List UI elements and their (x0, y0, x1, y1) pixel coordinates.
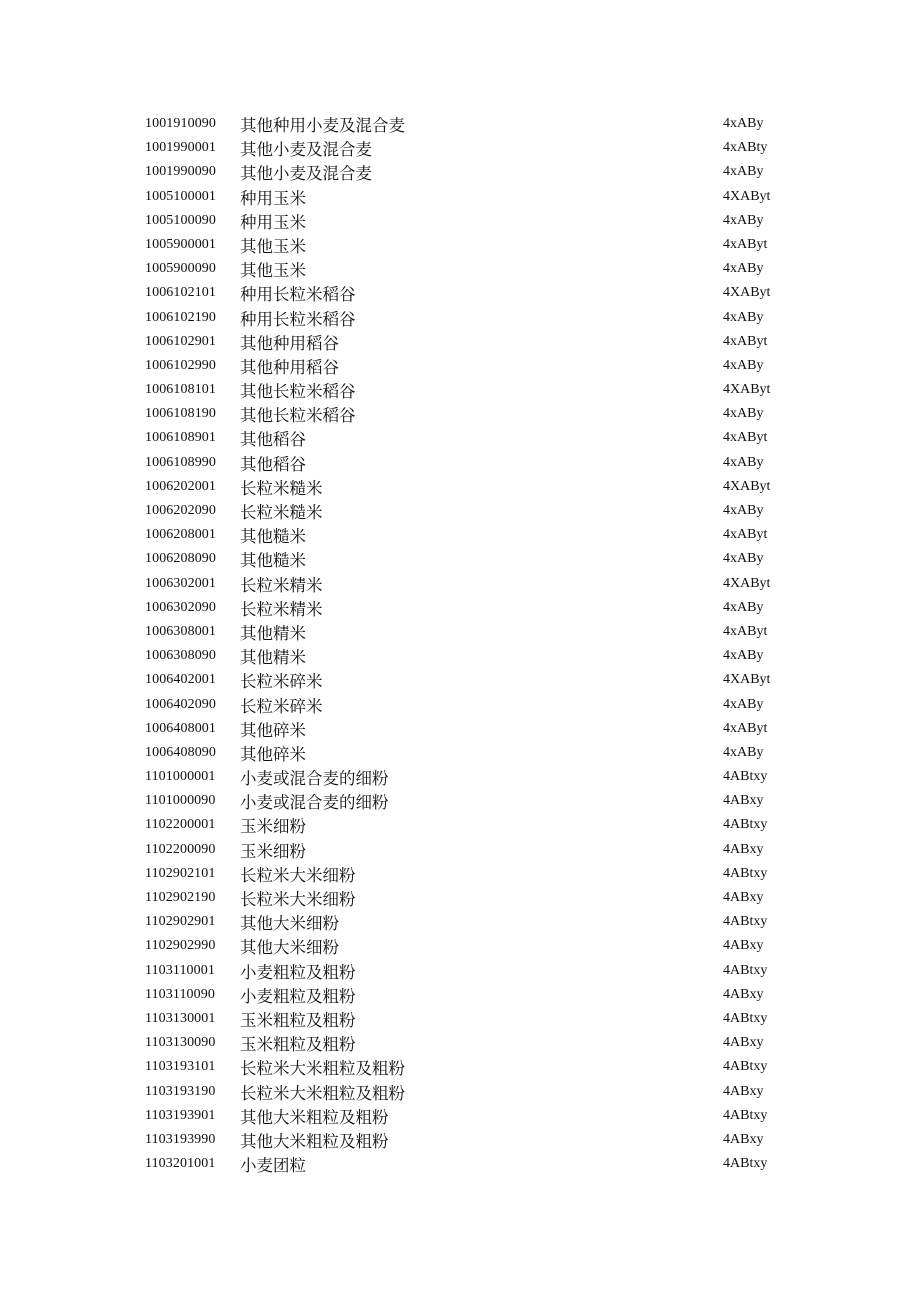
item-flag: 4xABy (723, 696, 764, 712)
item-description: 其他玉米 (240, 236, 306, 256)
list-item (0, 1007, 920, 1031)
item-description: 其他长粒米稻谷 (240, 382, 356, 402)
item-description: 其他长粒米稻谷 (240, 406, 356, 426)
list-item (0, 983, 920, 1007)
item-description: 小麦粗粒及粗粉 (240, 962, 356, 982)
item-flag: 4ABtxy (723, 962, 768, 978)
item-code: 1103193101 (145, 1059, 216, 1075)
item-description: 其他稻谷 (240, 454, 306, 474)
item-flag: 4xABty (723, 140, 768, 156)
item-flag: 4xABy (723, 406, 764, 422)
item-description: 其他精米 (240, 648, 306, 668)
item-description: 小麦团粒 (240, 1156, 306, 1176)
item-code: 1103110001 (145, 962, 215, 978)
list-item (0, 426, 920, 450)
list-item (0, 1080, 920, 1104)
list-item (0, 1152, 920, 1176)
item-flag: 4xABy (723, 212, 764, 228)
item-flag: 4xABy (723, 551, 764, 567)
item-flag: 4xABy (723, 309, 764, 325)
item-flag: 4ABxy (723, 793, 764, 809)
item-code: 1006102901 (145, 333, 216, 349)
item-code: 1006208001 (145, 527, 216, 543)
item-code: 1101000001 (145, 769, 216, 785)
item-flag: 4xABy (723, 454, 764, 470)
list-item (0, 523, 920, 547)
item-description: 长粒米碎米 (240, 672, 323, 692)
item-description: 小麦粗粒及粗粉 (240, 986, 356, 1006)
item-flag: 4XAByt (723, 188, 771, 204)
item-description: 其他种用稻谷 (240, 357, 339, 377)
item-flag: 4XAByt (723, 285, 771, 301)
item-code: 1006308001 (145, 623, 216, 639)
list-item (0, 136, 920, 160)
item-description: 种用玉米 (240, 212, 306, 232)
item-code: 1103130090 (145, 1035, 216, 1051)
list-item (0, 693, 920, 717)
item-code: 1005100090 (145, 212, 216, 228)
item-flag: 4ABtxy (723, 865, 768, 881)
item-code: 1006402001 (145, 672, 216, 688)
item-flag: 4xAByt (723, 623, 768, 639)
item-description: 长粒米大米粗粒及粗粉 (240, 1059, 405, 1079)
list-item (0, 765, 920, 789)
item-code: 1006302001 (145, 575, 216, 591)
item-code: 1001990001 (145, 140, 216, 156)
list-item (0, 1104, 920, 1128)
item-description: 长粒米精米 (240, 575, 323, 595)
item-flag: 4xAByt (723, 527, 768, 543)
list-item (0, 451, 920, 475)
item-flag: 4xAByt (723, 720, 768, 736)
item-flag: 4xAByt (723, 236, 768, 252)
item-code: 1006208090 (145, 551, 216, 567)
item-flag: 4xAByt (723, 430, 768, 446)
item-description: 其他小麦及混合麦 (240, 164, 372, 184)
list-item (0, 257, 920, 281)
item-flag: 4XAByt (723, 382, 771, 398)
list-item (0, 668, 920, 692)
list-item (0, 330, 920, 354)
list-item (0, 644, 920, 668)
list-item (0, 620, 920, 644)
item-description: 玉米细粉 (240, 817, 306, 837)
item-code: 1006302090 (145, 599, 216, 615)
list-item (0, 475, 920, 499)
list-item (0, 789, 920, 813)
item-flag: 4xABy (723, 357, 764, 373)
item-flag: 4xABy (723, 503, 764, 518)
list-item (0, 112, 920, 136)
item-flag: 4XAByt (723, 575, 771, 591)
item-description: 其他大米细粉 (240, 914, 339, 934)
list-item (0, 209, 920, 233)
item-description: 长粒米碎米 (240, 696, 323, 716)
item-code: 1006102101 (145, 285, 216, 301)
item-description: 小麦或混合麦的细粉 (240, 793, 389, 813)
item-flag: 4xABy (723, 164, 764, 180)
item-description: 其他大米粗粒及粗粉 (240, 1131, 389, 1151)
item-code: 1005900001 (145, 236, 216, 252)
item-description: 其他精米 (240, 623, 306, 643)
list-item (0, 281, 920, 305)
item-flag: 4ABtxy (723, 1059, 768, 1075)
item-flag: 4ABtxy (723, 1010, 768, 1026)
item-description: 长粒米大米细粉 (240, 865, 356, 885)
list-item (0, 886, 920, 910)
item-code: 1103193901 (145, 1107, 216, 1123)
item-code: 1102902990 (145, 938, 216, 954)
list-item (0, 378, 920, 402)
list-item (0, 596, 920, 620)
item-flag: 4xABy (723, 116, 764, 131)
list-item (0, 1031, 920, 1055)
item-flag: 4ABxy (723, 986, 764, 1002)
item-description: 玉米细粉 (240, 841, 306, 861)
list-item (0, 1128, 920, 1152)
item-flag: 4xAByt (723, 333, 768, 349)
item-code: 1101000090 (145, 793, 216, 809)
item-description: 玉米粗粒及粗粉 (240, 1035, 356, 1055)
item-code: 1006408090 (145, 744, 216, 760)
list-item (0, 306, 920, 330)
item-code: 1102200001 (145, 817, 216, 833)
item-flag: 4ABxy (723, 938, 764, 954)
item-code: 1103193990 (145, 1131, 216, 1147)
item-flag: 4ABtxy (723, 914, 768, 930)
item-flag: 4ABtxy (723, 1107, 768, 1123)
item-description: 长粒米大米粗粒及粗粉 (240, 1083, 405, 1103)
item-description: 其他小麦及混合麦 (240, 140, 372, 160)
item-description: 其他玉米 (240, 261, 306, 281)
item-flag: 4XAByt (723, 478, 771, 494)
item-code: 1006402090 (145, 696, 216, 712)
item-code: 1006308090 (145, 648, 216, 664)
item-code: 1102902901 (145, 914, 216, 930)
item-description: 其他种用稻谷 (240, 333, 339, 353)
list-item (0, 741, 920, 765)
item-code: 1006102990 (145, 357, 216, 373)
item-flag: 4ABtxy (723, 817, 768, 833)
list-item (0, 910, 920, 934)
tariff-code-list (0, 112, 920, 1176)
list-item (0, 185, 920, 209)
list-item (0, 233, 920, 257)
list-item (0, 547, 920, 571)
list-item (0, 813, 920, 837)
item-flag: 4ABxy (723, 841, 764, 857)
item-code: 1102902101 (145, 865, 216, 881)
item-code: 1006202001 (145, 478, 216, 494)
list-item (0, 499, 920, 523)
item-code: 1005900090 (145, 261, 216, 277)
item-flag: 4ABxy (723, 1131, 764, 1147)
list-item (0, 862, 920, 886)
item-description: 长粒米大米细粉 (240, 890, 356, 909)
item-description: 其他糙米 (240, 551, 306, 571)
item-description: 其他稻谷 (240, 430, 306, 450)
item-description: 小麦或混合麦的细粉 (240, 769, 389, 789)
list-item (0, 354, 920, 378)
list-item (0, 402, 920, 426)
item-code: 1102902190 (145, 890, 216, 905)
list-item (0, 1055, 920, 1079)
item-flag: 4xABy (723, 648, 764, 664)
item-flag: 4ABxy (723, 1083, 764, 1099)
item-code: 1006202090 (145, 503, 216, 518)
list-item (0, 959, 920, 983)
item-description: 其他碎米 (240, 744, 306, 764)
item-description: 其他大米粗粒及粗粉 (240, 1107, 389, 1127)
item-code: 1103110090 (145, 986, 215, 1002)
item-code: 1006108990 (145, 454, 216, 470)
item-flag: 4ABtxy (723, 1156, 768, 1172)
item-code: 1102200090 (145, 841, 216, 857)
item-code: 1001990090 (145, 164, 216, 180)
item-code: 1103130001 (145, 1010, 216, 1026)
item-code: 1005100001 (145, 188, 216, 204)
item-code: 1103193190 (145, 1083, 216, 1099)
item-description: 其他种用小麦及混合麦 (240, 116, 405, 135)
item-code: 1006108101 (145, 382, 216, 398)
item-flag: 4ABxy (723, 890, 764, 905)
item-description: 长粒米糙米 (240, 503, 323, 522)
item-description: 其他碎米 (240, 720, 306, 740)
list-item (0, 572, 920, 596)
item-code: 1006108190 (145, 406, 216, 422)
item-description: 长粒米精米 (240, 599, 323, 619)
item-flag: 4ABtxy (723, 769, 768, 785)
item-flag: 4xABy (723, 599, 764, 615)
item-code: 1006108901 (145, 430, 216, 446)
item-flag: 4XAByt (723, 672, 771, 688)
item-description: 种用长粒米稻谷 (240, 309, 356, 329)
item-flag: 4xABy (723, 261, 764, 277)
list-item (0, 934, 920, 958)
item-description: 种用长粒米稻谷 (240, 285, 356, 305)
item-code: 1006102190 (145, 309, 216, 325)
item-flag: 4xABy (723, 744, 764, 760)
item-code: 1001910090 (145, 116, 216, 131)
item-description: 其他糙米 (240, 527, 306, 547)
item-description: 其他大米细粉 (240, 938, 339, 958)
item-code: 1103201001 (145, 1156, 216, 1172)
item-flag: 4ABxy (723, 1035, 764, 1051)
list-item (0, 160, 920, 184)
list-item (0, 838, 920, 862)
item-description: 长粒米糙米 (240, 478, 323, 498)
item-code: 1006408001 (145, 720, 216, 736)
item-description: 玉米粗粒及粗粉 (240, 1010, 356, 1030)
list-item (0, 717, 920, 741)
item-description: 种用玉米 (240, 188, 306, 208)
